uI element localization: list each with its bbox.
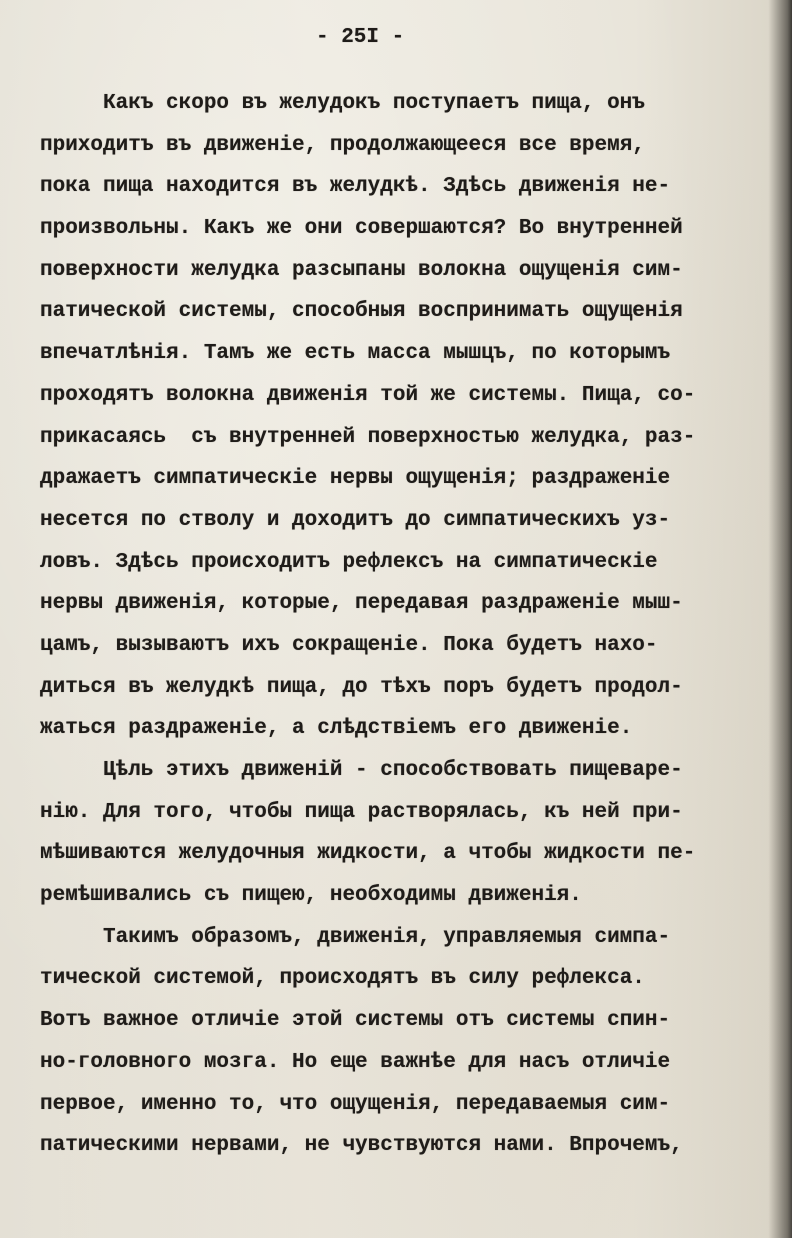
body-text bbox=[40, 83, 760, 1167]
text-line: патическими нервами, не чувствуются нами. Впрочемъ, bbox=[40, 1134, 683, 1158]
text-line: Такимъ образомъ, движенiя, управляемыя симпа- bbox=[103, 925, 671, 949]
paragraph-3 bbox=[40, 917, 760, 1167]
text-line: первое, именно то, что ощущенiя, передаваемыя сим- bbox=[40, 1092, 671, 1116]
text-line: произвольны. Какъ же они совершаются? Во внутренней bbox=[40, 217, 683, 241]
text-line: поверхности желудка разсыпаны волокна ощущенiя сим- bbox=[40, 258, 683, 282]
text-line: нервы движенiя, которые, передавая раздраженiе мыш- bbox=[40, 592, 683, 616]
text-line: Вотъ важное отличiе этой системы отъ системы спин- bbox=[40, 1009, 671, 1033]
text-line: мѣшиваются желудочныя жидкости, а чтобы жидкости пе- bbox=[40, 842, 696, 866]
text-line: впечатлѣнiя. Тамъ же есть масса мышцъ, по которымъ bbox=[40, 342, 671, 366]
text-line: ловъ. Здѣсь происходитъ рефлексъ на симпатическiе bbox=[40, 550, 658, 574]
text-line: патической системы, способныя воспринимать ощущенiя bbox=[40, 300, 683, 324]
text-line: нiю. Для того, чтобы пища растворялась, къ ней при- bbox=[40, 800, 683, 824]
text-line: прикасаясь съ внутренней поверхностью желудка, раз- bbox=[40, 425, 696, 449]
text-line: Какъ скоро въ желудокъ поступаетъ пища, онъ bbox=[103, 92, 645, 115]
text-line: проходятъ волокна движенiя той же системы. Пища, со- bbox=[40, 383, 696, 407]
text-line: Цѣль этихъ движенiй - способствовать пищеваре- bbox=[103, 759, 683, 782]
text-line: приходитъ въ движенiе, продолжающееся все время, bbox=[40, 133, 645, 157]
paragraph-2 bbox=[40, 750, 760, 917]
text-line: цамъ, вызываютъ ихъ сокращенiе. Пока будетъ нахо- bbox=[40, 633, 658, 657]
text-line: но-головного мозга. Но еще важнѣе для насъ отличiе bbox=[40, 1050, 671, 1074]
text-line: тической системой, происходятъ въ силу рефлекса. bbox=[40, 967, 645, 991]
paragraph-1 bbox=[40, 83, 760, 750]
text-line: ремѣшивались съ пищею, необходимы движенiя. bbox=[40, 884, 582, 908]
text-line: несется по стволу и доходитъ до симпатическихъ уз- bbox=[40, 508, 671, 532]
text-line: жаться раздраженiе, а слѣдствiемъ его движенiе. bbox=[40, 717, 633, 741]
text-line: пока пища находится въ желудкѣ. Здѣсь движенiя не- bbox=[40, 175, 671, 199]
text-line: дражаетъ симпатическiе нервы ощущенiя; раздраженiе bbox=[40, 467, 671, 491]
text-line: диться въ желудкѣ пища, до тѣхъ поръ будетъ продол- bbox=[40, 675, 683, 699]
page-number: - 25I - bbox=[316, 26, 405, 49]
